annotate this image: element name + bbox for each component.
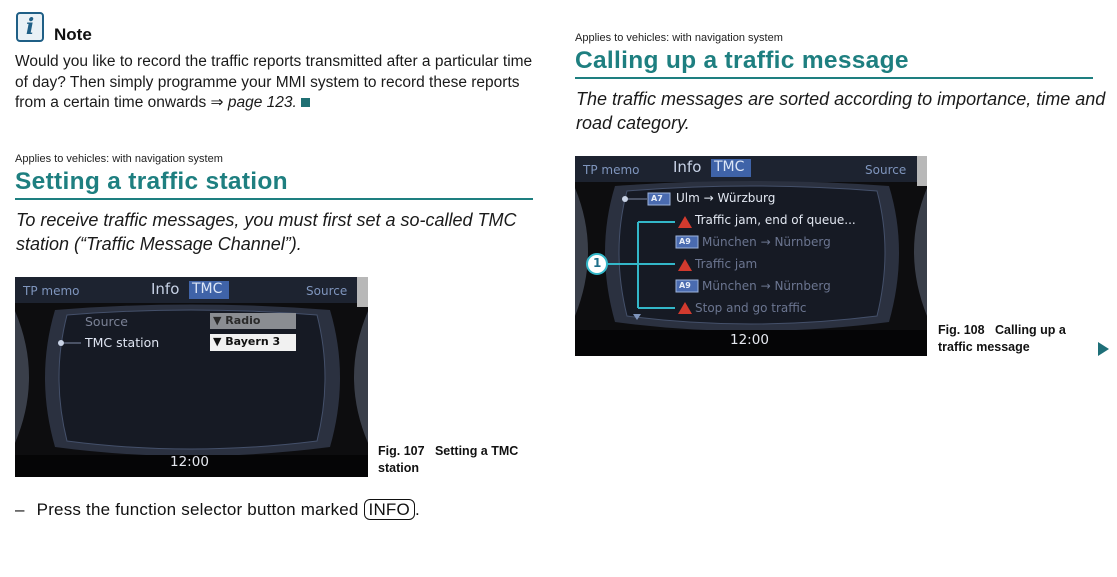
tab-tmc: TMC <box>714 159 745 175</box>
tab-source: Source <box>306 284 348 298</box>
continue-arrow-icon <box>1098 342 1109 356</box>
instruction-bullet: – Press the function selector button marked INFO . <box>15 500 420 519</box>
lead-setting: To receive traffic messages, you must first set a so-called TMC station (“Traffic Message Channel”). <box>16 210 517 254</box>
heading-rule <box>15 198 533 200</box>
row-source-label: Source <box>85 314 128 329</box>
clock: 12:00 <box>730 332 769 348</box>
tab-tmc: TMC <box>192 281 223 297</box>
callout-1: 1 <box>593 256 602 270</box>
route-item: München → Nürnberg <box>702 279 831 293</box>
tab-source: Source <box>865 163 907 177</box>
message-item: Traffic jam <box>695 257 758 271</box>
note-body: Would you like to record the traffic reports transmitted after a particular time of day? Then simply programme your MMI system to record these reports from a certain time onwards ⇒ page 123. <box>15 53 533 111</box>
road-badge: A7 <box>651 194 663 203</box>
tab-info: Info <box>151 280 180 298</box>
caption-fig107: Fig. 107 Setting a TMC station <box>378 444 519 475</box>
caption-fig108: Fig. 108 Calling up a traffic message <box>938 323 1066 354</box>
route-item: Ulm → Würzburg <box>676 191 776 205</box>
road-badge: A9 <box>679 237 691 246</box>
row-tmc-station-value: ▼ Bayern 3 <box>213 335 281 348</box>
tab-info: Info <box>673 158 702 176</box>
tab-tp-memo: TP memo <box>583 163 640 177</box>
route-item: München → Nürnberg <box>702 235 831 249</box>
applies-note-setting: Applies to vehicles: with navigation system <box>15 153 223 165</box>
row-tmc-station-label: TMC station <box>85 335 160 350</box>
end-marker-icon <box>301 98 310 107</box>
tab-tp-memo: TP memo <box>23 284 80 298</box>
row-source-value: ▼ Radio <box>213 314 261 327</box>
message-item: Stop and go traffic <box>695 301 807 315</box>
heading-calling-up-traffic-message: Calling up a traffic message <box>575 47 909 74</box>
message-item: Traffic jam, end of queue... <box>695 213 856 227</box>
note-title: Note <box>54 25 92 44</box>
clock: 12:00 <box>170 454 209 470</box>
road-badge: A9 <box>679 281 691 290</box>
heading-setting-traffic-station: Setting a traffic station <box>15 168 288 195</box>
info-key: INFO <box>364 499 415 520</box>
lead-calling: The traffic messages are sorted according to importance, time and road category. <box>576 89 1106 133</box>
mmi-screen-fig108 <box>575 156 927 356</box>
mmi-screen-fig107 <box>15 277 368 477</box>
page-reference: page 123. <box>227 94 297 111</box>
heading-rule-2 <box>575 77 1093 79</box>
applies-note-calling: Applies to vehicles: with navigation system <box>575 32 783 44</box>
info-icon: i <box>16 12 44 42</box>
